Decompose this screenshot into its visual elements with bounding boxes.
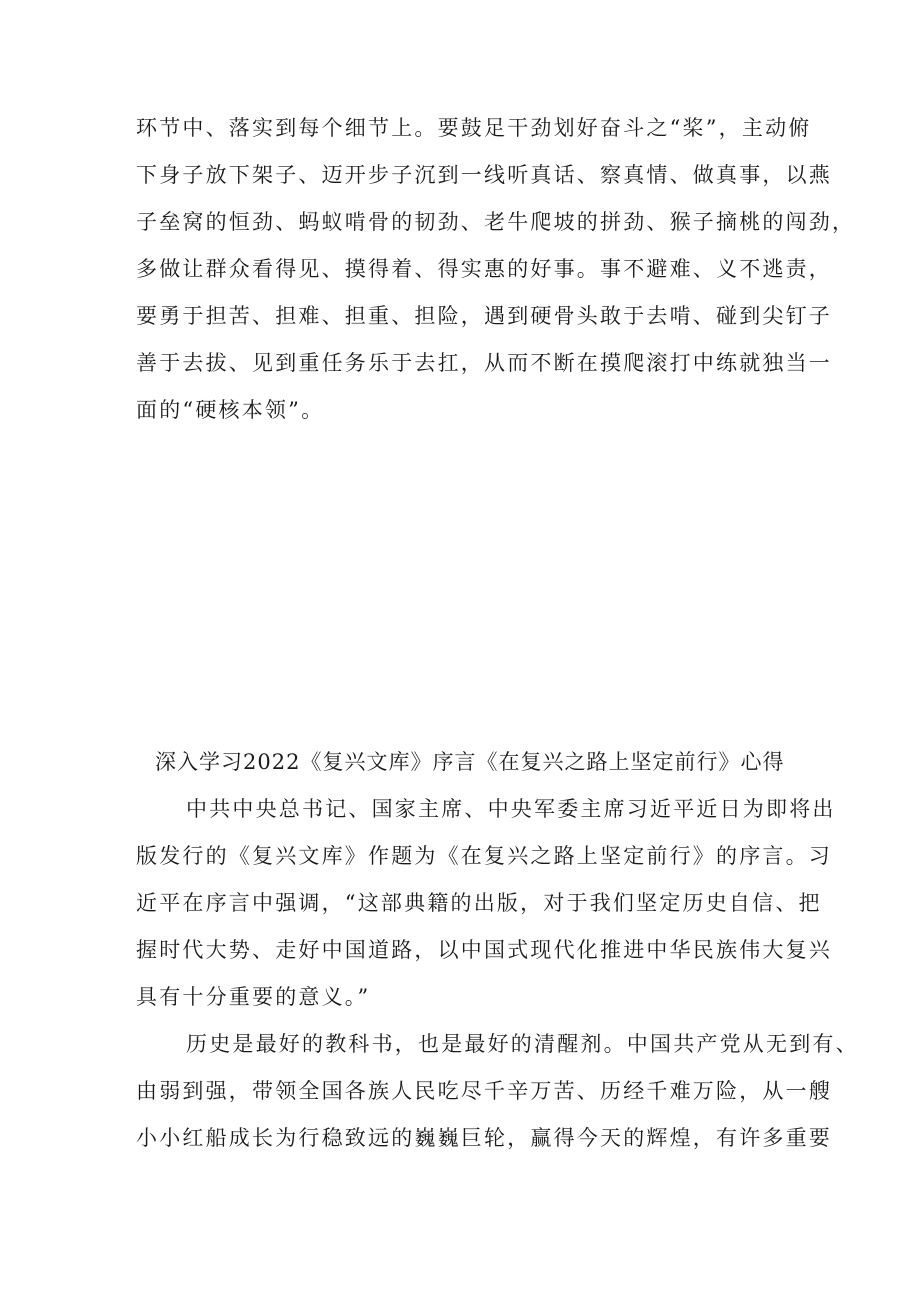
text-line: 由弱到强，带领全国各族人民吃尽千辛万苦、历经千难万险，从一艘 <box>136 1079 832 1103</box>
text-line: 面的“硬核本领”。 <box>136 398 325 422</box>
text-line: 版发行的《复兴文库》作题为《在复兴之路上坚定前行》的序言。习 <box>136 844 832 868</box>
text-line: 握时代大势、走好中国道路，以中国式现代化推进中华民族伟大复兴 <box>136 938 832 962</box>
text-line: 历史是最好的教科书，也是最好的清醒剂。中国共产党从无到有、 <box>186 1032 859 1056</box>
text-line: 要勇于担苦、担难、担重、担险，遇到硬骨头敢于去啃、碰到尖钉子 <box>136 304 832 328</box>
text-line: 子垒窝的恒劲、蚂蚁啃骨的韧劲、老牛爬坡的拼劲、猴子摘桃的闯劲， <box>136 210 856 234</box>
text-line: 善于去拔、见到重任务乐于去扛，从而不断在摸爬滚打中练就独当一 <box>136 351 832 375</box>
text-line: 小小红船成长为行稳致远的巍巍巨轮，赢得今天的辉煌，有许多重要 <box>136 1126 832 1150</box>
text-line: 具有十分重要的意义。” <box>136 985 371 1009</box>
text-line: 下身子放下架子、迈开步子沉到一线听真话、察真情、做真事，以燕 <box>136 163 832 187</box>
text-line: 多做让群众看得见、摸得着、得实惠的好事。事不避难、义不逃责， <box>136 257 832 281</box>
text-line: 中共中央总书记、国家主席、中央军委主席习近平近日为即将出 <box>186 797 836 821</box>
text-line: 环节中、落实到每个细节上。要鼓足干劲划好奋斗之“桨”，主动俯 <box>136 116 812 140</box>
text-line: 近平在序言中强调，“这部典籍的出版，对于我们坚定历史自信、把 <box>136 891 822 915</box>
article-title: 深入学习2022《复兴文库》序言《在复兴之路上坚定前行》心得 <box>155 750 785 774</box>
